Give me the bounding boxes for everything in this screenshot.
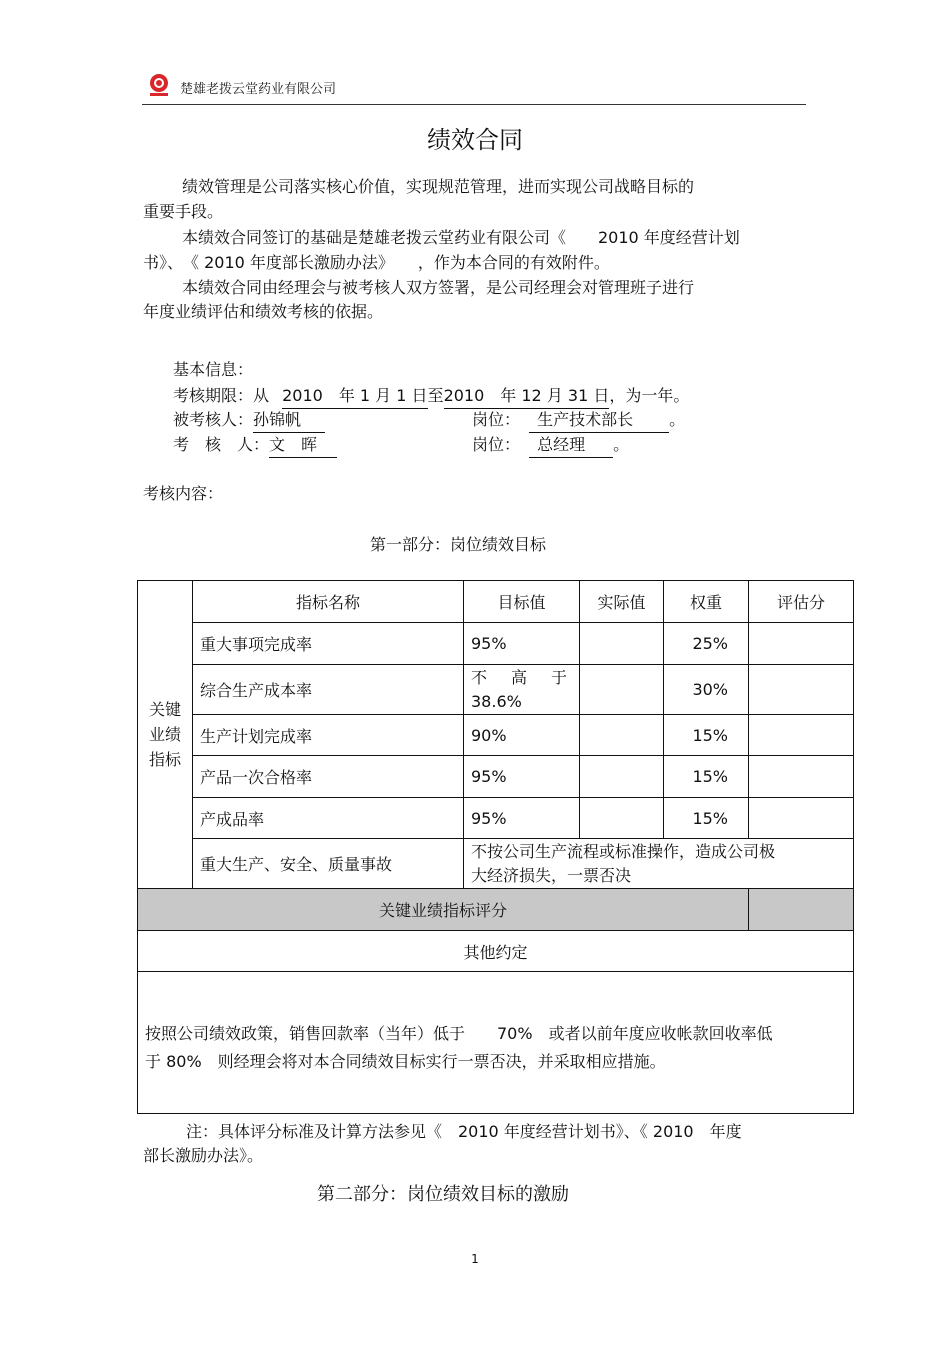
score-value: [749, 715, 854, 756]
score-row-label: 关键业绩指标评分: [138, 889, 749, 931]
actual-value: [580, 715, 664, 756]
veto-description: [464, 839, 854, 889]
other-agreements-title: 其他约定: [138, 931, 854, 972]
actual-value: [580, 798, 664, 839]
header-weight: 权重: [664, 581, 749, 623]
indicator-name: 产成品率: [193, 798, 464, 839]
score-value: [749, 798, 854, 839]
score-row-value: [749, 889, 854, 931]
target-char-3: 于: [550, 667, 567, 687]
post-2-end: 。: [613, 435, 630, 454]
indicator-name: 产品一次合格率: [193, 756, 464, 798]
target-value: 95%: [464, 798, 580, 839]
header-target: 目标值: [464, 581, 580, 623]
assessor-line: [173, 432, 337, 458]
table-row: [138, 756, 854, 798]
post-label-1: 岗位：: [472, 410, 521, 429]
period-start: 2010 年 1 月 1 日: [282, 383, 427, 409]
assessor-label: 考 核 人：: [173, 435, 270, 454]
period-to: 至: [427, 386, 444, 405]
intro-p2-line2: 书》、 《 2010 年度部长激励办法》 ，作为本合同的有效附件。: [143, 253, 610, 272]
assessee-line: [173, 407, 325, 433]
header-divider: [142, 104, 806, 105]
weight-value: 15%: [664, 798, 749, 839]
target-value: 95%: [464, 623, 580, 665]
weight-value: 15%: [664, 715, 749, 756]
veto-description-line1: 不按公司生产流程或标准操作，造成公司极: [471, 841, 776, 861]
score-value: [749, 665, 854, 715]
header-actual: 实际值: [580, 581, 664, 623]
target-value: [464, 665, 580, 715]
table-row: [138, 665, 854, 715]
intro-p3-line1: 本绩效合同由经理会与被考核人双方签署，是公司经理会对管理班子进行: [182, 278, 695, 297]
weight-value: 30%: [664, 665, 749, 715]
post-1: 生产技术部长: [529, 407, 669, 433]
other-agreements-content: [138, 972, 854, 1114]
group-label-2: 业绩: [148, 725, 181, 744]
target-char-1: 不: [471, 667, 488, 687]
other-title-row: [138, 931, 854, 972]
target-value: 95%: [464, 756, 580, 798]
part1-title: 第一部分：岗位绩效目标: [370, 535, 547, 554]
assessee-name: 孙锦帆: [253, 407, 325, 433]
performance-table: [137, 580, 854, 1114]
header-indicator-name: 指标名称: [193, 581, 464, 623]
other-agreements-line2: 于 80% 则经理会将对本合同绩效目标实行一票否决，并采取相应措施。: [145, 1052, 666, 1071]
intro-p1-line1: 绩效管理是公司落实核心价值，实现规范管理，进而实现公司战略目标的: [182, 177, 695, 196]
period-label: 考核期限：从: [173, 386, 270, 405]
period-suffix: ，为一年。: [609, 386, 690, 405]
post-label-2: 岗位：: [472, 435, 521, 454]
table-row: [138, 839, 854, 889]
score-value: [749, 756, 854, 798]
note-line1: 注：具体评分标准及计算方法参见《 2010 年度经营计划书》、《 2010 年度: [186, 1122, 742, 1141]
indicator-name: 生产计划完成率: [193, 715, 464, 756]
target-value: 90%: [464, 715, 580, 756]
document-title: 绩效合同: [427, 126, 523, 154]
group-label-1: 关键: [148, 700, 181, 719]
basic-info-heading: 基本信息：: [173, 360, 254, 379]
period-line: [173, 383, 689, 409]
group-label-cell: [138, 581, 193, 889]
indicator-name: 重大事项完成率: [193, 623, 464, 665]
content-heading: 考核内容：: [143, 484, 224, 503]
actual-value: [580, 756, 664, 798]
weight-value: 15%: [664, 756, 749, 798]
post-line-1: [472, 407, 685, 433]
table-row: [138, 623, 854, 665]
part2-title: 第二部分：岗位绩效目标的激励: [317, 1184, 569, 1205]
table-row: [138, 715, 854, 756]
target-value-line1: [471, 666, 567, 690]
post-1-end: 。: [669, 410, 686, 429]
veto-description-line2: 大经济损失，一票否决: [471, 865, 632, 885]
page-number: 1: [471, 1252, 479, 1266]
target-char-2: 高: [510, 667, 527, 687]
company-name: 楚雄老拨云堂药业有限公司: [180, 82, 337, 97]
group-label-3: 指标: [148, 750, 181, 769]
note-line2: 部长激励办法》。: [143, 1146, 264, 1165]
actual-value: [580, 665, 664, 715]
weight-value: 25%: [664, 623, 749, 665]
intro-p1-line2: 重要手段。: [143, 202, 224, 221]
assessor-name: 文 晖: [269, 432, 337, 458]
score-value: [749, 623, 854, 665]
period-end: 2010 年 12 月 31 日: [444, 383, 610, 409]
company-logo-icon: [146, 72, 172, 98]
target-value-line2: 38.6%: [471, 691, 522, 711]
table-row: [138, 798, 854, 839]
indicator-name: 重大生产、安全、质量事故: [193, 839, 464, 889]
other-agreements-line1: 按照公司绩效政策，销售回款率（当年）低于 70% 或者以前年度应收帐款回收率低: [145, 1024, 773, 1043]
other-content-row: [138, 972, 854, 1114]
post-line-2: [472, 432, 629, 458]
indicator-name: 综合生产成本率: [193, 665, 464, 715]
actual-value: [580, 623, 664, 665]
header-score: 评估分: [749, 581, 854, 623]
score-row: [138, 889, 854, 931]
intro-p3-line2: 年度业绩评估和绩效考核的依据。: [143, 302, 384, 321]
assessee-label: 被考核人：: [173, 410, 254, 429]
post-2: 总经理: [529, 432, 613, 458]
intro-p2-line1: 本绩效合同签订的基础是楚雄老拨云堂药业有限公司《 2010 年度经营计划: [182, 228, 740, 247]
